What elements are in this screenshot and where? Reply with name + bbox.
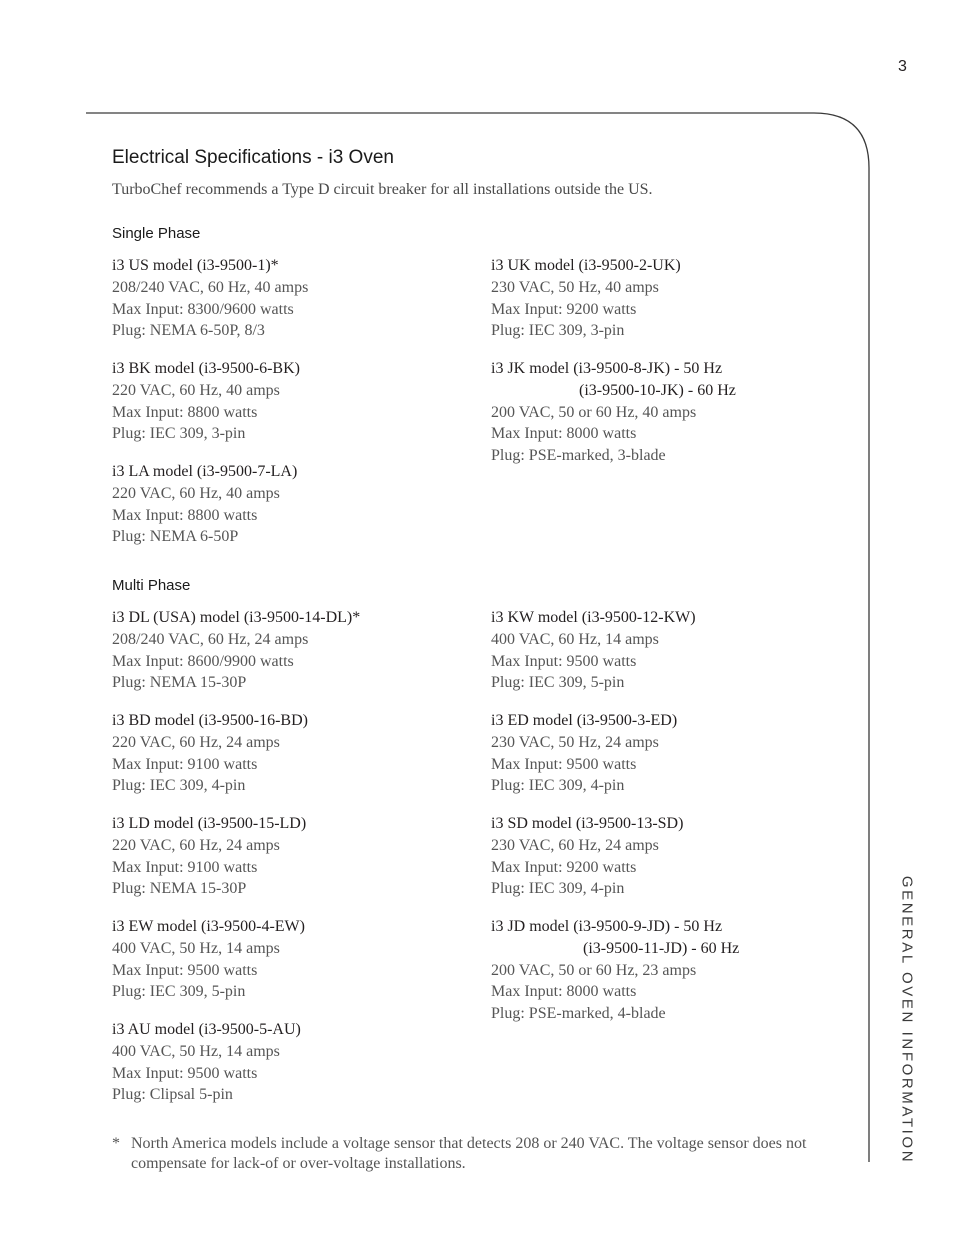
page-number: 3 bbox=[898, 58, 907, 75]
spec-line: Plug: IEC 309, 3-pin bbox=[491, 322, 625, 340]
spec-line: Plug: NEMA 6-50P bbox=[112, 528, 239, 546]
spec-line: Max Input: 9500 watts bbox=[491, 755, 637, 773]
footnote bbox=[112, 1134, 832, 1174]
spec-line: 230 VAC, 60 Hz, 24 amps bbox=[491, 836, 659, 854]
spec-line: Max Input: 9100 watts bbox=[112, 755, 258, 773]
spec-line: 208/240 VAC, 60 Hz, 24 amps bbox=[112, 630, 309, 648]
model-name: i3 EW model (i3-9500-4-EW) bbox=[112, 918, 305, 935]
spec-line: Max Input: 9100 watts bbox=[112, 858, 258, 876]
spec-line: Plug: NEMA 15-30P bbox=[112, 674, 247, 692]
spec-block bbox=[112, 607, 360, 694]
spec-line: Plug: IEC 309, 4-pin bbox=[491, 880, 625, 898]
spec-line: 230 VAC, 50 Hz, 24 amps bbox=[491, 733, 659, 751]
spec-block bbox=[112, 461, 297, 548]
spec-line: Plug: PSE-marked, 3-blade bbox=[491, 447, 666, 465]
spec-line: Max Input: 9200 watts bbox=[491, 300, 637, 318]
spec-line: Plug: IEC 309, 5-pin bbox=[112, 983, 246, 1001]
model-name: i3 AU model (i3-9500-5-AU) bbox=[112, 1021, 301, 1038]
spec-line: Plug: PSE-marked, 4-blade bbox=[491, 1005, 666, 1023]
model-name: i3 LD model (i3-9500-15-LD) bbox=[112, 815, 307, 832]
model-name: i3 JK model (i3-9500-8-JK) - 50 Hz bbox=[491, 360, 723, 377]
page-title: Electrical Specifications - i3 Oven bbox=[112, 147, 394, 168]
spec-line: Max Input: 8000 watts bbox=[491, 983, 637, 1001]
single-phase-heading: Single Phase bbox=[112, 225, 201, 242]
model-name: i3 LA model (i3-9500-7-LA) bbox=[112, 463, 298, 480]
model-alt-name: (i3-9500-10-JK) - 60 Hz bbox=[579, 381, 736, 399]
spec-line: Plug: Clipsal 5-pin bbox=[112, 1086, 233, 1104]
model-name: i3 BD model (i3-9500-16-BD) bbox=[112, 712, 308, 729]
model-name: i3 BK model (i3-9500-6-BK) bbox=[112, 360, 300, 377]
spec-line: 400 VAC, 50 Hz, 14 amps bbox=[112, 939, 280, 957]
model-name: i3 DL (USA) model (i3-9500-14-DL)* bbox=[112, 609, 361, 626]
intro-text: TurboChef recommends a Type D circuit breaker for all installations outside the US. bbox=[112, 181, 653, 198]
spec-line: 220 VAC, 60 Hz, 40 amps bbox=[112, 484, 280, 502]
spec-block bbox=[491, 358, 736, 467]
spec-line: 400 VAC, 60 Hz, 14 amps bbox=[491, 630, 659, 648]
spec-line: Plug: NEMA 15-30P bbox=[112, 880, 247, 898]
spec-line: 220 VAC, 60 Hz, 40 amps bbox=[112, 381, 280, 399]
side-section-label: GENERAL OVEN INFORMATION bbox=[898, 875, 916, 1165]
spec-block bbox=[112, 358, 300, 445]
spec-block bbox=[112, 710, 308, 797]
model-name: i3 JD model (i3-9500-9-JD) - 50 Hz bbox=[491, 918, 723, 935]
spec-block bbox=[491, 255, 681, 342]
spec-line: 220 VAC, 60 Hz, 24 amps bbox=[112, 836, 280, 854]
spec-line: Max Input: 9500 watts bbox=[112, 961, 258, 979]
model-alt-name: (i3-9500-11-JD) - 60 Hz bbox=[583, 939, 740, 957]
spec-line: 208/240 VAC, 60 Hz, 40 amps bbox=[112, 278, 309, 296]
spec-line: Plug: IEC 309, 3-pin bbox=[112, 425, 246, 443]
spec-block bbox=[112, 1019, 301, 1106]
model-name: i3 US model (i3-9500-1)* bbox=[112, 257, 279, 274]
spec-block bbox=[491, 607, 696, 694]
spec-block bbox=[112, 255, 308, 342]
spec-block bbox=[112, 916, 305, 1003]
spec-line: Plug: IEC 309, 5-pin bbox=[491, 674, 625, 692]
spec-line: 200 VAC, 50 or 60 Hz, 23 amps bbox=[491, 961, 697, 979]
spec-block bbox=[491, 710, 677, 797]
spec-line: Max Input: 9500 watts bbox=[491, 652, 637, 670]
spec-block bbox=[491, 916, 739, 1025]
spec-line: Max Input: 8600/9900 watts bbox=[112, 652, 294, 670]
spec-line: Max Input: 9500 watts bbox=[112, 1064, 258, 1082]
footnote-marker: * bbox=[112, 1135, 120, 1152]
spec-line: 220 VAC, 60 Hz, 24 amps bbox=[112, 733, 280, 751]
model-name: i3 UK model (i3-9500-2-UK) bbox=[491, 257, 681, 274]
multi-phase-heading: Multi Phase bbox=[112, 577, 191, 594]
spec-line: 200 VAC, 50 or 60 Hz, 40 amps bbox=[491, 403, 697, 421]
spec-line: Plug: IEC 309, 4-pin bbox=[491, 777, 625, 795]
footnote-text: North America models include a voltage sensor that detects 208 or 240 VAC. The voltage sensor does not compensate for lack-of or over-voltage installations. bbox=[131, 1135, 807, 1172]
spec-block bbox=[112, 813, 306, 900]
spec-block bbox=[491, 813, 683, 900]
spec-line: Max Input: 8800 watts bbox=[112, 403, 258, 421]
spec-line: Max Input: 8800 watts bbox=[112, 506, 258, 524]
model-name: i3 SD model (i3-9500-13-SD) bbox=[491, 815, 684, 832]
spec-line: Max Input: 8000 watts bbox=[491, 425, 637, 443]
model-name: i3 ED model (i3-9500-3-ED) bbox=[491, 712, 678, 729]
spec-line: Max Input: 8300/9600 watts bbox=[112, 300, 294, 318]
model-name: i3 KW model (i3-9500-12-KW) bbox=[491, 609, 696, 626]
spec-line: 400 VAC, 50 Hz, 14 amps bbox=[112, 1042, 280, 1060]
spec-line: 230 VAC, 50 Hz, 40 amps bbox=[491, 278, 659, 296]
spec-line: Plug: IEC 309, 4-pin bbox=[112, 777, 246, 795]
spec-line: Plug: NEMA 6-50P, 8/3 bbox=[112, 322, 265, 340]
spec-line: Max Input: 9200 watts bbox=[491, 858, 637, 876]
